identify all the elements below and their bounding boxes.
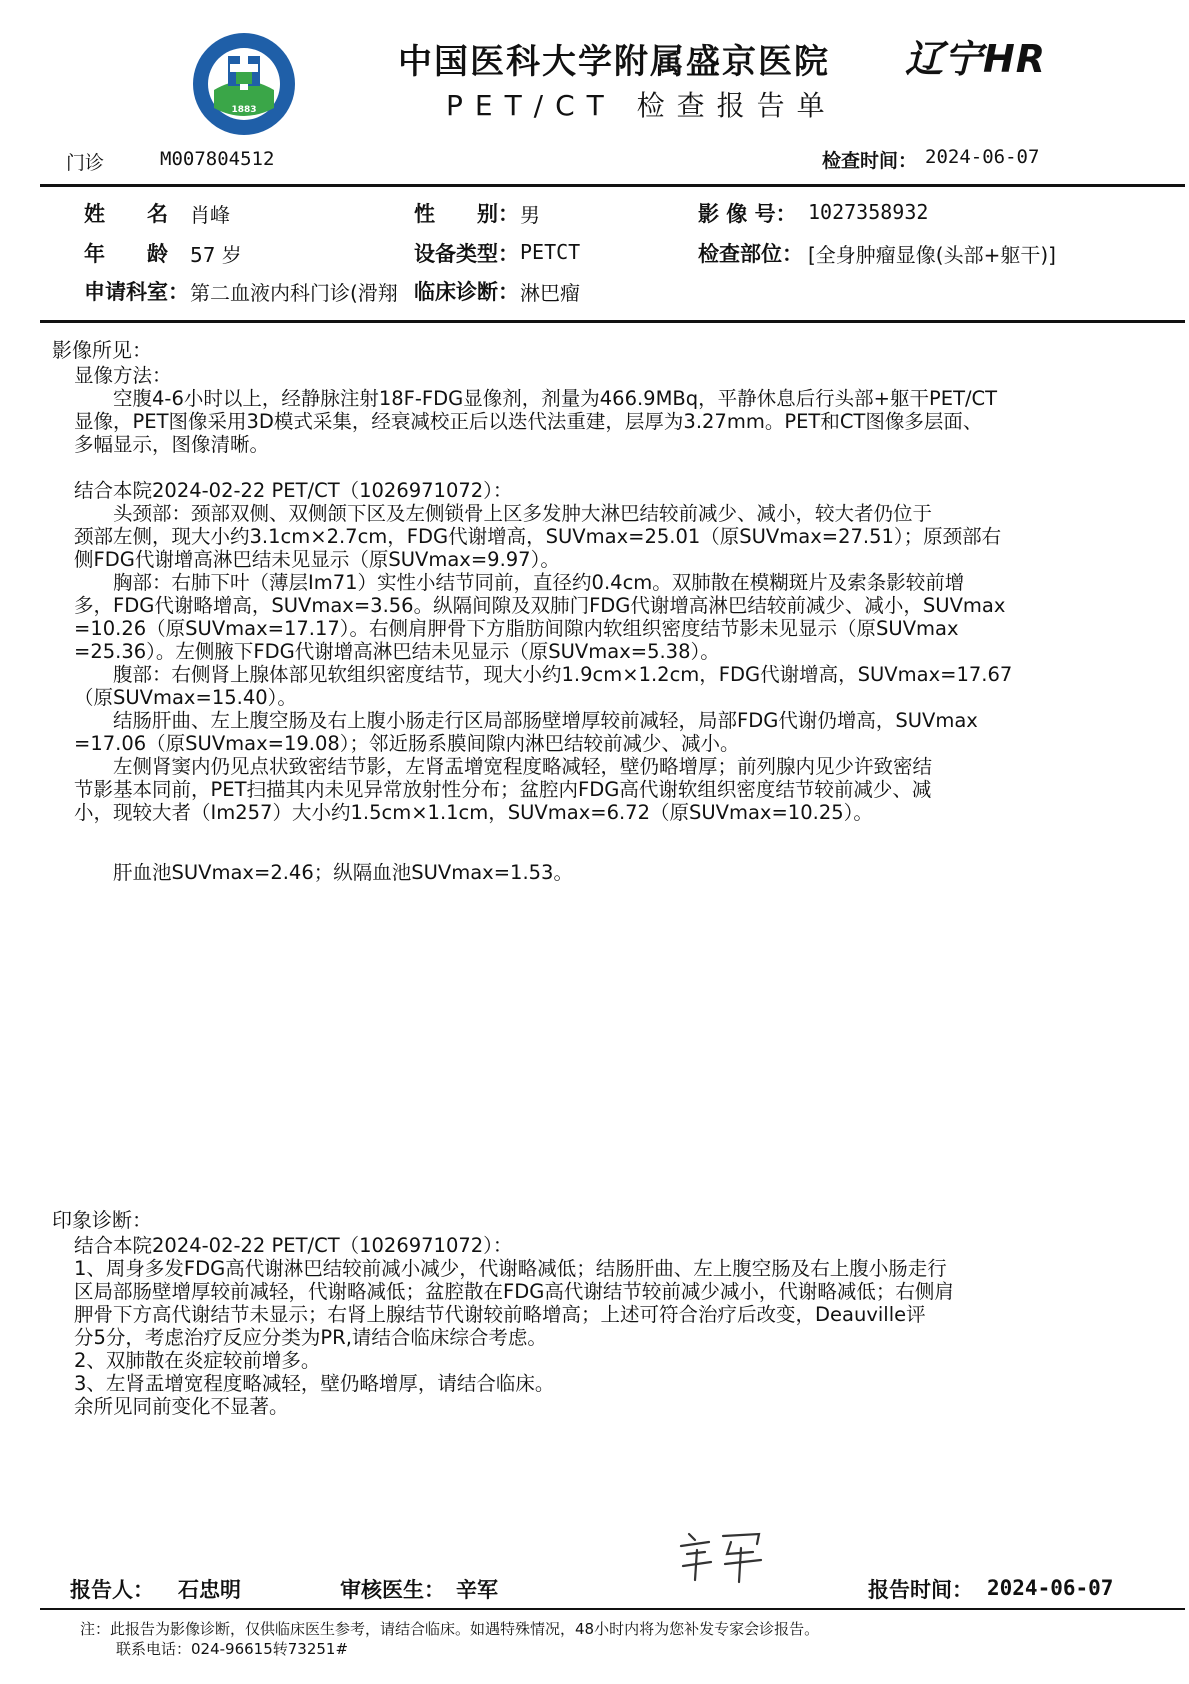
findings-line: 节影基本同前，PET扫描其内未见异常放射性分布；盆腔内FDG高代谢软组织密度结节较前减少、减 (74, 778, 932, 801)
findings-line: 腹部：右侧肾上腺体部见软组织密度结节，现大小约1.9cm×1.2cm，FDG代谢增高，SUVmax=17.67 (74, 663, 1013, 686)
patient-id: M007804512 (160, 148, 275, 170)
findings-line: 显像，PET图像采用3D模式采集，经衰减校正后以迭代法重建，层厚为3.27mm。PET和CT图像多层面、 (74, 410, 983, 433)
findings-line: 结合本院2024-02-22 PET/CT（1026971072）： (74, 479, 513, 502)
sex-value: 男 (520, 203, 540, 227)
clinical-dx-label: 临床诊断： (414, 280, 519, 304)
report-title: PET/CT 检查报告单 (446, 89, 837, 122)
impression-line: 余所见同前变化不显著。 (74, 1395, 289, 1418)
name-value: 肖峰 (190, 203, 230, 227)
device-value: PETCT (520, 240, 581, 264)
device-label: 设备类型： (414, 242, 519, 266)
svg-text:1883: 1883 (231, 105, 257, 115)
sex-label: 性 别： (414, 202, 519, 226)
dept-value: 第二血液内科门诊(滑翔 (190, 281, 398, 305)
reporter-value: 石忠明 (178, 1578, 241, 1602)
report-time-value: 2024-06-07 (987, 1576, 1114, 1600)
image-no-label: 影 像 号： (698, 202, 797, 226)
findings-line: 左侧肾窦内仍见点状致密结节影，左肾盂增宽程度略减轻，壁仍略增厚；前列腺内见少许致密结 (74, 755, 933, 778)
contact-phone: 联系电话：024-96615转73251# (116, 1640, 349, 1658)
findings-line: 胸部：右肺下叶（薄层Im71）实性小结节同前，直径约0.4cm。双肺散在模糊斑片及索条影较前增 (74, 571, 965, 594)
reviewer-value: 辛军 (456, 1578, 498, 1602)
name-label: 姓 名 (84, 202, 168, 226)
findings-line: 侧FDG代谢增高淋巴结未见显示（原SUVmax=9.97）。 (74, 548, 560, 571)
findings-line: =25.36）。左侧腋下FDG代谢增高淋巴结未见显示（原SUVmax=5.38）。 (74, 640, 720, 663)
report-time-label: 报告时间： (868, 1578, 973, 1602)
impression-line: 1、周身多发FDG高代谢淋巴结较前减小减少，代谢略减低；结肠肝曲、左上腹空肠及右上腹小肠走行 (74, 1257, 947, 1280)
impression-line: 区局部肠壁增厚较前减轻，代谢略减低；盆腔散在FDG高代谢结节较前减少减小，代谢略减低；右侧肩 (74, 1280, 954, 1303)
findings-heading: 影像所见： (52, 338, 152, 362)
impression-line: 结合本院2024-02-22 PET/CT（1026971072）： (74, 1234, 513, 1257)
reviewer-label: 审核医生： (340, 1578, 445, 1602)
exam-part-label: 检查部位： (698, 242, 803, 266)
findings-line: 颈部左侧，现大小约3.1cm×2.7cm，FDG代谢增高，SUVmax=25.01（原SUVmax=27.51）；原颈部右 (74, 525, 1002, 548)
divider-footer (40, 1608, 1185, 1610)
visit-type: 门诊 (66, 152, 105, 174)
findings-line: 空腹4-6小时以上，经静脉注射18F-FDG显像剂，剂量为466.9MBq，平静休息后行头部+躯干PET/CT (74, 387, 998, 410)
findings-line: 多，FDG代谢略增高，SUVmax=3.56。纵隔间隙及双肺门FDG代谢增高淋巴结较前减少、减小，SUVmax (74, 594, 1006, 617)
age-value: 57 岁 (190, 243, 242, 267)
findings-line: 头颈部：颈部双侧、双侧颌下区及左侧锁骨上区多发肿大淋巴结较前减少、减小，较大者仍位于 (74, 502, 933, 525)
impression-line: 2、双肺散在炎症较前增多。 (74, 1349, 321, 1372)
impression-line: 3、左肾盂增宽程度略减轻，壁仍略增厚，请结合临床。 (74, 1372, 555, 1395)
hospital-logo (192, 32, 296, 136)
findings-line: 结肠肝曲、左上腹空肠及右上腹小肠走行区局部肠壁增厚较前减轻，局部FDG代谢仍增高，SUVmax (74, 709, 978, 732)
footer-note: 注：此报告为影像诊断，仅供临床医生参考，请结合临床。如遇特殊情况，48小时内将为您补发专家会诊报告。 (80, 1620, 820, 1638)
findings-line: =10.26（原SUVmax=17.17）。右侧肩胛骨下方脂肪间隙内软组织密度结节影未见显示（原SUVmax (74, 617, 959, 640)
findings-line: =17.06（原SUVmax=19.08）；邻近肠系膜间隙内淋巴结较前减少、减小。 (74, 732, 740, 755)
image-no-value: 1027358932 (808, 200, 929, 224)
exam-time-value: 2024-06-07 (925, 146, 1040, 168)
impression-heading: 印象诊断： (52, 1208, 152, 1232)
signature (675, 1524, 767, 1586)
divider-top (40, 184, 1185, 187)
findings-line: 肝血池SUVmax=2.46；纵隔血池SUVmax=1.53。 (74, 861, 573, 884)
exam-time-label: 检查时间： (822, 150, 918, 172)
findings-line: 多幅显示，图像清晰。 (74, 433, 270, 456)
findings-line: 显像方法： (74, 364, 172, 387)
impression-line: 分5分，考虑治疗反应分类为PR,请结合临床综合考虑。 (74, 1326, 547, 1349)
reporter-label: 报告人： (70, 1578, 154, 1602)
dept-label: 申请科室： (84, 280, 189, 304)
findings-line: 小，现较大者（Im257）大小约1.5cm×1.1cm，SUVmax=6.72（原SUVmax=10.25）。 (74, 801, 873, 824)
brand-mark: 辽宁HR (905, 37, 1047, 81)
impression-line: 胛骨下方高代谢结节未显示；右肾上腺结节代谢较前略增高；上述可符合治疗后改变，Deauville评 (74, 1303, 926, 1326)
divider-info (40, 320, 1185, 323)
hospital-name: 中国医科大学附属盛京医院 (398, 42, 830, 82)
findings-line: （原SUVmax=15.40）。 (74, 686, 297, 709)
age-label: 年 龄 (84, 242, 168, 266)
clinical-dx-value: 淋巴瘤 (520, 281, 580, 305)
exam-part-value: [全身肿瘤显像(头部+躯干)] (808, 243, 1056, 267)
